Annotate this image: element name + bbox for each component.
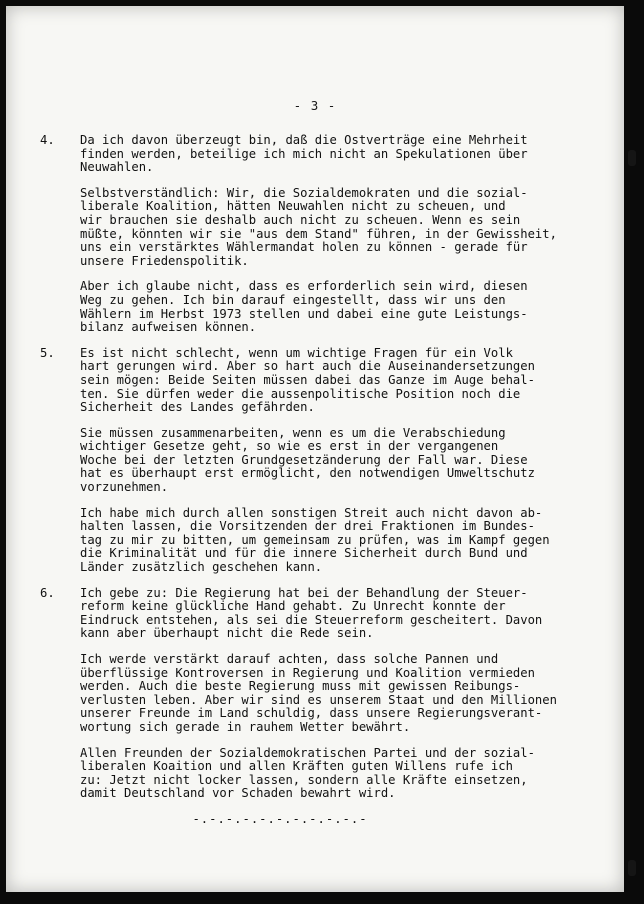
paragraph: Aber ich glaube nicht, dass es erforderlich sein wird, diesen Weg zu gehen. Ich bin darauf eingestellt, dass wir uns den Wählern im Herbst 1973 stellen und dabei eine gute Leistungs- bilanz aufweisen können. [80, 279, 528, 335]
paragraph: Da ich davon überzeugt bin, daß die Ostverträge eine Mehrheit finden werden, beteilige ich mich nicht an Spekulationen über Neuwahlen. [80, 133, 528, 175]
page-number: - 3 - [293, 98, 337, 113]
paragraph: Es ist nicht schlecht, wenn um wichtige Fragen für ein Volk hart gerungen wird. Aber so hart auch die Auseinandersetzungen sein mögen: Beide Seiten müssen dabei das Ganze im Auge behal- ten. Sie dürfen weder die aussenpolitische Position noch die Sicherheit des Landes gefährden. [80, 345, 535, 415]
document-body [40, 134, 580, 827]
paragraph: Ich habe mich durch allen sonstigen Streit auch nicht davon ab- halten lassen, die Vorsitzenden der drei Fraktionen im Bundes- tag zu mir zu bitten, um gemeinsam zu prüfen, was im Kampf gegen die Kriminalität und für die innere Sicherheit durch Bund und Länder zusätzlich geschehen kann. [80, 505, 550, 575]
paragraph: Sie müssen zusammenarbeiten, wenn es um die Verabschiedung wichtiger Gesetze geht, so wie es erst in der vergangenen Woche bei der letzten Grundgesetzänderung der Fall war. Diese hat es überhaupt erst ermöglicht, den notwendigen Umweltschutz vorzunehmen. [80, 425, 535, 495]
scan-border [624, 0, 644, 904]
punch-hole [628, 150, 636, 166]
paragraph: Allen Freunden der Sozialdemokratischen Partei und der sozial- liberalen Koaition und allen Kräften guten Willens rufe ich zu: Jetzt nicht locker lassen, sondern alle Kräfte einsetzen, damit Deutschland vor Schaden bewahrt wird. [80, 745, 535, 801]
document-page [6, 6, 624, 892]
list-item-4 [40, 134, 580, 335]
paragraph: Ich werde verstärkt darauf achten, dass solche Pannen und überflüssige Kontroversen in Regierung und Koalition vermieden werden. Auch die beste Regierung muss mit gewissen Reibungs- verlusten leben. Aber wir sind es unserem Staat und den Millionen unserer Freunde im Land schuldig, dass unsere Regierungsverant- wortung sich gerade in rauhem Wetter bewährt. [80, 652, 557, 734]
item-number: 5. [40, 345, 55, 360]
end-separator: -.-.-.-.-.-.-.-.-.-.- [192, 811, 368, 826]
paragraph: Selbstverständlich: Wir, die Sozialdemokraten und die sozial- liberale Koalition, hätten Neuwahlen nicht zu scheuen, und wir brauchen sie deshalb auch nicht zu scheuen. Wenn es sein müßte, könnten wir sie "aus dem Stand" führen, in der Gewissheit, uns ein verstärktes Wählermandat holen zu können - gerade für unsere Friedenspolitik. [80, 185, 557, 268]
item-number: 6. [40, 585, 55, 600]
list-item-6 [40, 587, 580, 801]
list-item-5 [40, 347, 580, 575]
paragraph: Ich gebe zu: Die Regierung hat bei der Behandlung der Steuer- reform keine glückliche Hand gehabt. Zu Unrecht konnte der Eindruck entstehen, als sei die Steuerreform gescheitert. Davon kann aber überhaupt nicht die Rede sein. [80, 585, 543, 641]
item-number: 4. [40, 133, 55, 147]
punch-hole [628, 860, 636, 876]
